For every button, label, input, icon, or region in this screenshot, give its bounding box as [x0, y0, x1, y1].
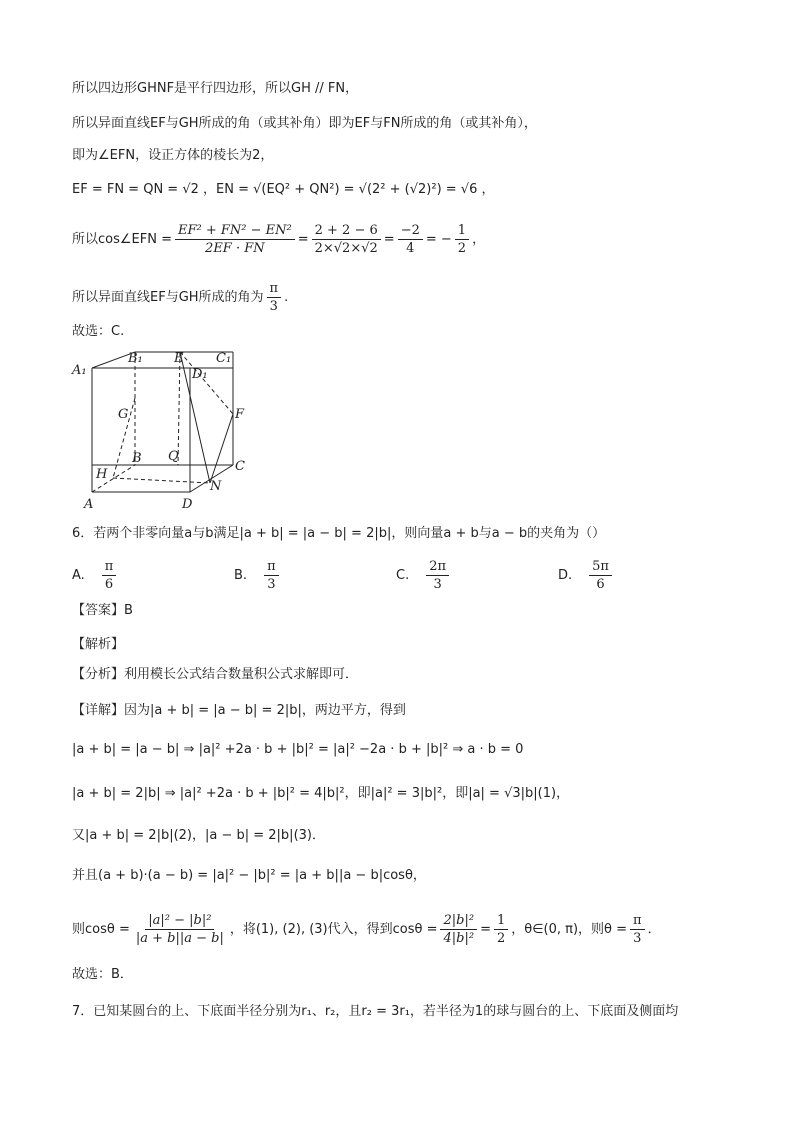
fraction-1: $\frac{\text{EF² + FN² − EN²}}{2EF \cdot FN}$	[175, 222, 295, 257]
label-A: A	[84, 497, 94, 512]
equation-lengths: EF = FN = QN = √2 ，EN = √(EQ² + QN²) = √(2² + (√2)²) = √6 ，	[72, 182, 495, 197]
label-A1: A₁	[72, 363, 87, 378]
analysis-heading: 【解析】	[72, 637, 125, 652]
text-line-1: 所以四边形GHNF是平行四边形，所以GH // FN，	[72, 81, 359, 96]
angle-result: 所以异面直线EF与GH所成的角为 $\frac{\pi}{3}$ .	[72, 281, 289, 314]
option-b: B. $\frac{\pi}{3}$	[234, 558, 282, 593]
label-C: C	[235, 459, 245, 474]
analysis: 【分析】利用模长公式结合数量积公式求解即可．	[72, 667, 359, 682]
option-d: D. $\frac{5\pi}{6}$	[558, 558, 615, 593]
derivation-2: |a + b| = 2|b| ⇒ |a|² +2a · b + |b|² = 4|b|²，即|a|² = 3|b|²，即|a| = √3|b|(1)，	[72, 786, 570, 801]
text-line-2: 所以异面直线EF与GH所成的角（或其补角）即为EF与FN所成的角（或其补角），	[72, 116, 537, 131]
label-C1: C₁	[216, 351, 232, 366]
question-6: 6．若两个非零向量a与b满足|a + b| = |a − b| = 2|b|，则向量a + b与a − b的夹角为（）	[72, 526, 606, 541]
derivation-1: |a + b| = |a − b| ⇒ |a|² +2a · b + |b|² = |a|² −2a · b + |b|² ⇒ a · b = 0	[72, 742, 524, 757]
fraction-2: $\frac{2 + 2 - 6}{2\times√2\times√2}$	[312, 222, 381, 257]
label-G: G	[118, 407, 129, 422]
equation-cos-efn: 所以cos∠EFN = $\frac{\text{EF² + FN² − EN²}}{2EF \cdot FN}$ = $\frac{2 + 2 - 6}{2\times√2\times√2}$ = $\frac{-2}{4}$ = − $\frac{1}{2}$ ，	[72, 223, 486, 256]
label-H: H	[96, 467, 108, 482]
derivation-5: 则cosθ = $\frac{\text{|a|² − |b|²}}{|a + b||a - b|}$ ，将(1), (2), (3)代入，得到cosθ = $\frac{\text{2|b|²}}{\text{4|b|²}}$ = $\frac{1}{2}$ ，θ∈(0, π)，则θ = $\frac{\pi}{3}$ ．	[72, 913, 661, 946]
detail: 【详解】因为|a + b| = |a − b| = 2|b|，两边平方，得到	[72, 703, 406, 718]
fraction-substituted: $\frac{\text{2|b|²}}{\text{4|b|²}}$	[440, 912, 477, 947]
derivation-4: 并且(a + b)·(a − b) = |a|² − |b|² = |a + b||a − b|cosθ，	[72, 868, 426, 883]
question-7: 7．已知某圆台的上、下底面半径分别为r₁、r₂，且r₂ = 3r₁，若半径为1的球与圆台的上、下底面及侧面均	[72, 1004, 679, 1019]
choose-c: 故选：C.	[72, 324, 125, 339]
label-D1: D₁	[192, 367, 208, 382]
label-D: D	[182, 497, 193, 512]
label-N: N	[210, 479, 222, 494]
fraction-3: $\frac{-2}{4}$	[398, 222, 423, 257]
option-c: C. $\frac{2\pi}{3}$	[396, 558, 452, 593]
option-a: A. $\frac{\pi}{6}$	[72, 558, 119, 593]
text-line-3: 即为∠EFN，设正方体的棱长为2，	[72, 148, 274, 163]
cos-lead: 所以cos∠EFN =	[72, 231, 172, 247]
cube-figure	[70, 348, 260, 513]
label-Q: Q	[168, 449, 179, 464]
fraction-4: $\frac{1}{2}$	[455, 222, 469, 257]
derivation-3: 又|a + b| = 2|b|(2)，|a − b| = 2|b|(3)．	[72, 828, 325, 843]
label-E: E	[174, 351, 184, 366]
label-B: B	[132, 451, 142, 466]
answer: 【答案】B	[72, 603, 133, 618]
fraction-cos-theta: $\frac{\text{|a|² − |b|²}}{|a + b||a - b|}$	[135, 913, 224, 946]
fraction-half: $\frac{1}{2}$	[494, 912, 508, 947]
fraction-theta: $\frac{\pi}{3}$	[630, 912, 645, 947]
fraction-pi-3: $\frac{\pi}{3}$	[267, 280, 282, 315]
label-F: F	[235, 407, 245, 422]
choose-b: 故选：B．	[72, 967, 133, 982]
label-B1: B₁	[128, 351, 143, 366]
